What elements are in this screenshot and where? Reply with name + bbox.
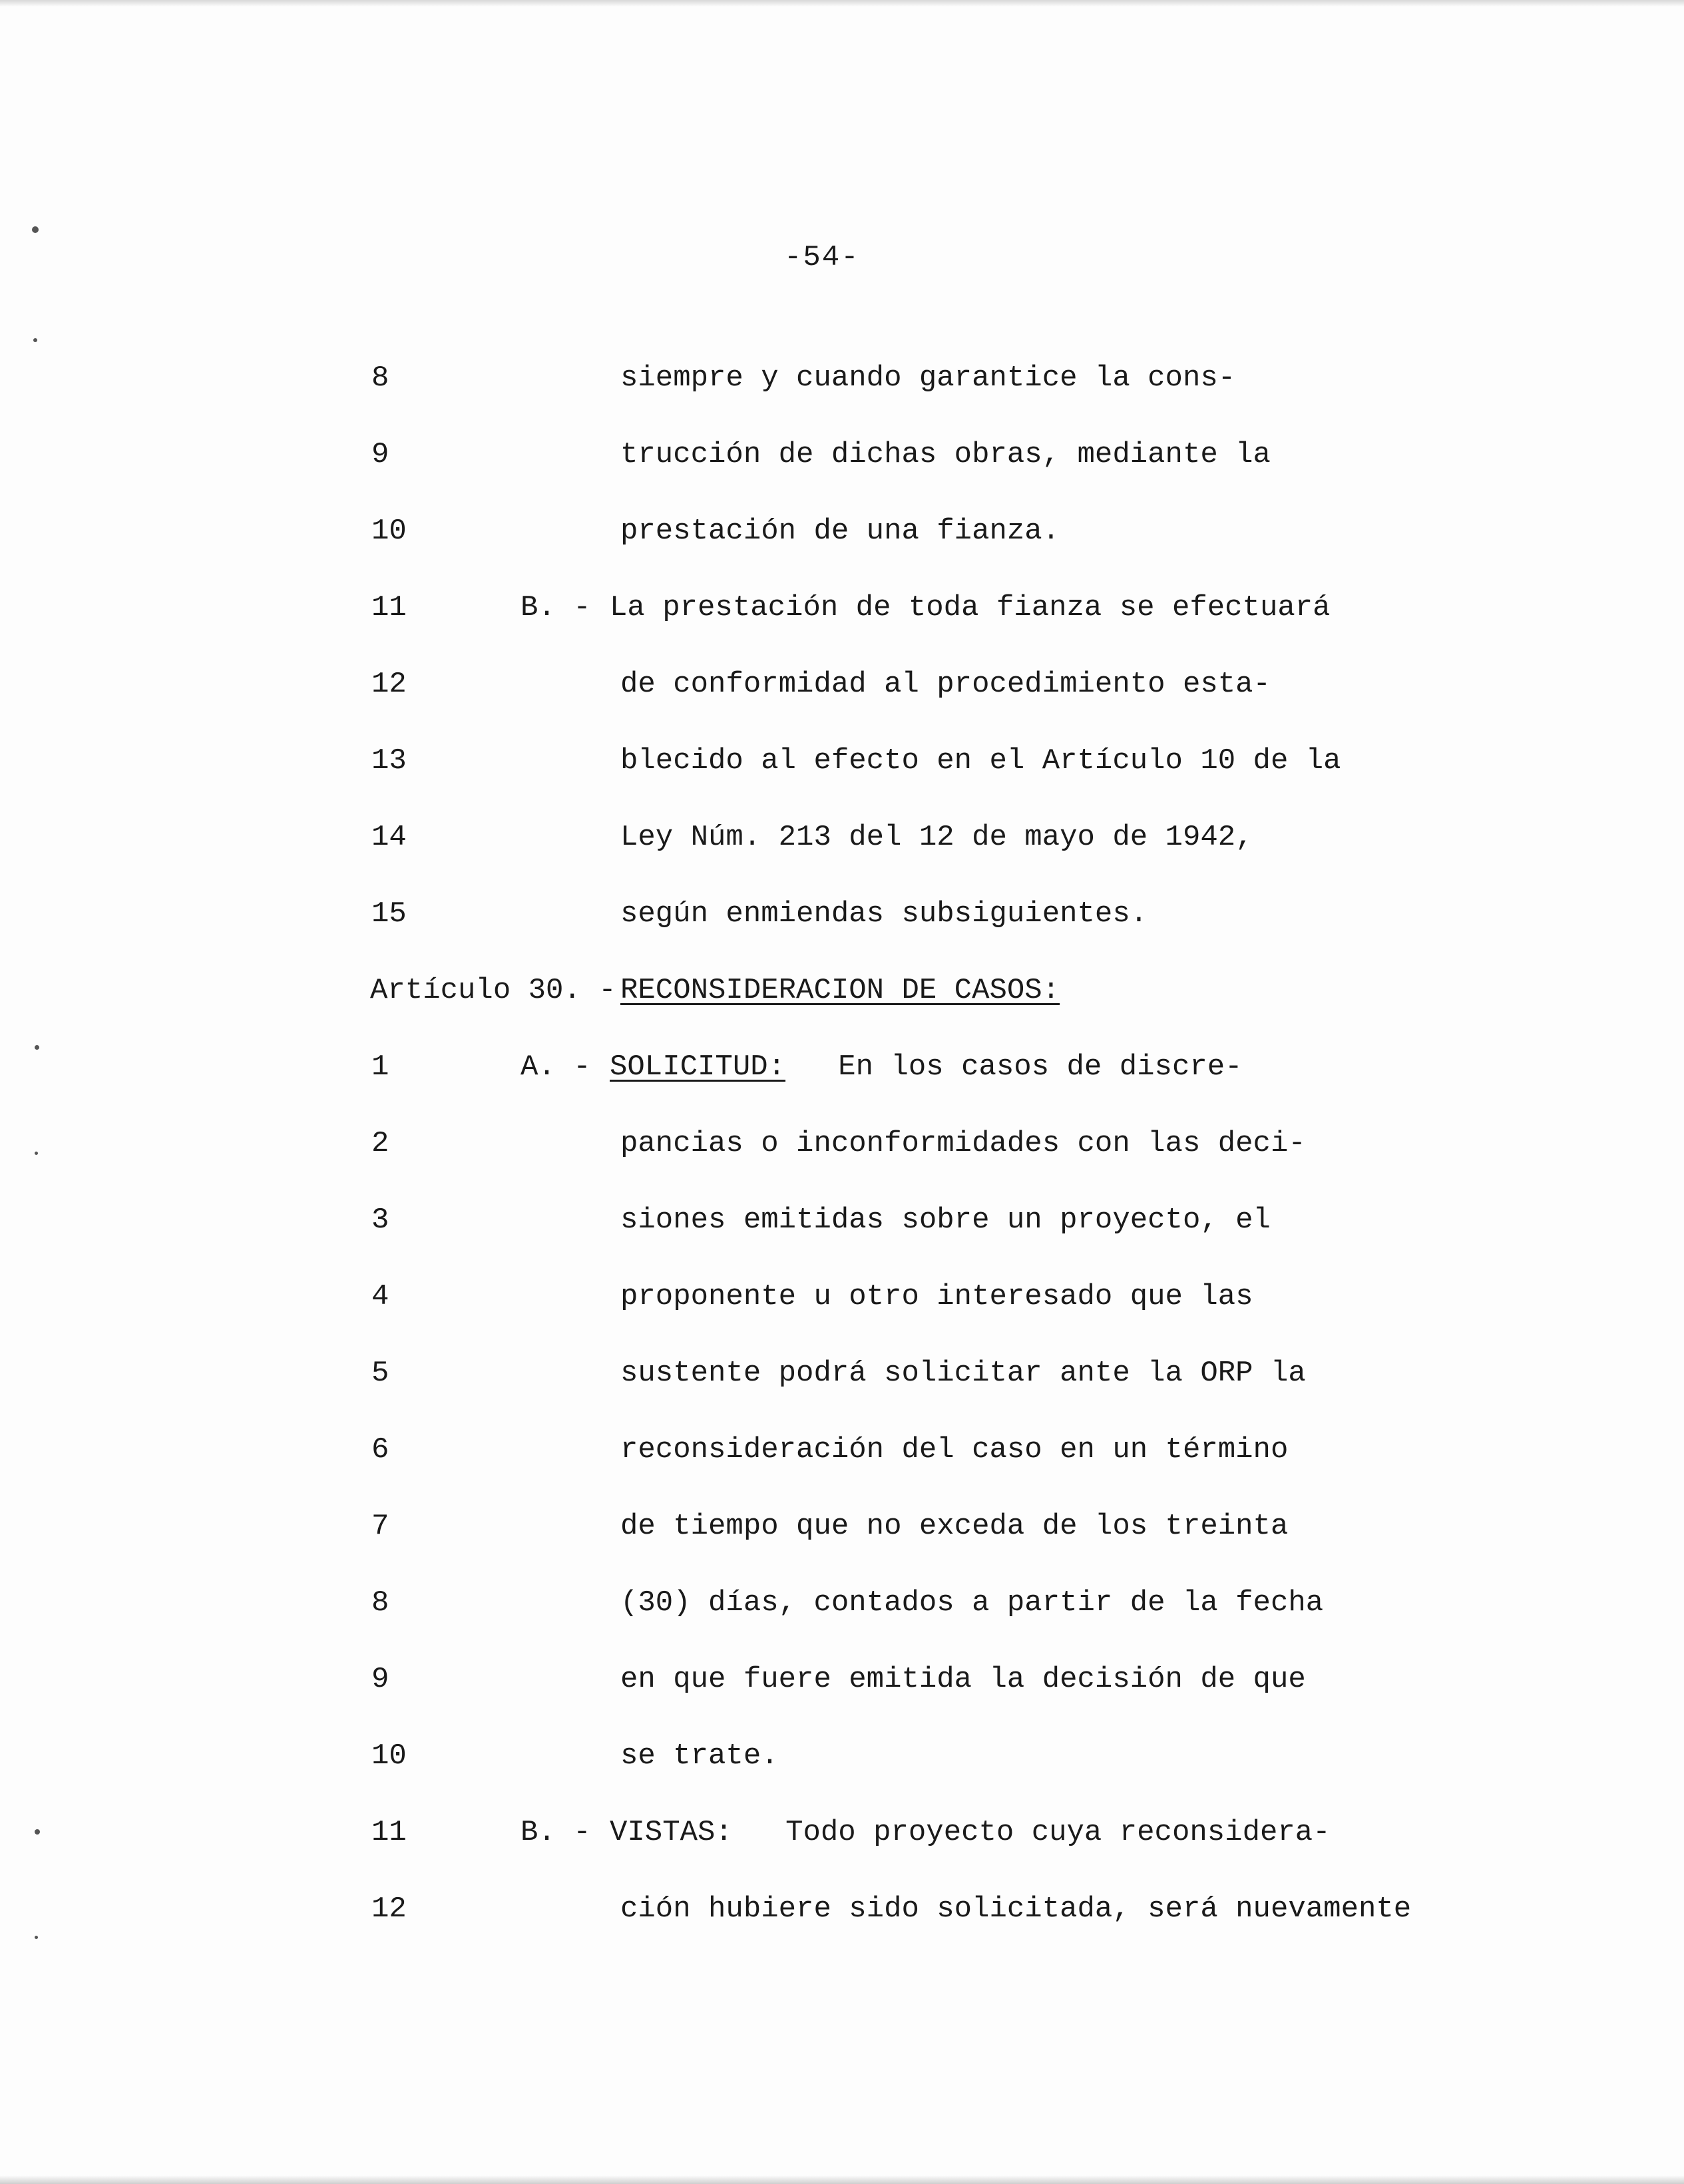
- line-number: 12: [371, 668, 407, 701]
- line-number: 13: [371, 744, 407, 777]
- text-line: [0, 1583, 1684, 1623]
- line-text: ción hubiere sido solicitada, será nuevamente: [620, 1892, 1412, 1926]
- line-number: 9: [371, 438, 389, 471]
- line-number: 1: [371, 1050, 389, 1084]
- text-line: [0, 511, 1684, 551]
- line-number: 11: [371, 1816, 407, 1849]
- section-marker: B. -: [521, 591, 591, 624]
- line-text: Ley Núm. 213 del 12 de mayo de 1942,: [620, 821, 1253, 854]
- text-line: [0, 1506, 1684, 1546]
- line-text: siones emitidas sobre un proyecto, el: [620, 1203, 1271, 1237]
- line-text: [610, 1047, 1243, 1087]
- line-text: de tiempo que no exceda de los treinta: [620, 1510, 1289, 1543]
- line-text: prestación de una fianza.: [620, 515, 1060, 548]
- section-marker: B. -: [521, 1816, 591, 1849]
- text-line: [0, 1736, 1684, 1776]
- line-number: 2: [371, 1127, 389, 1160]
- line-text: trucción de dichas obras, mediante la: [620, 438, 1271, 471]
- line-number: 8: [371, 361, 389, 395]
- text-line: [0, 894, 1684, 934]
- line-text: blecido al efecto en el Artículo 10 de la: [620, 744, 1341, 777]
- text-line: [0, 1124, 1684, 1164]
- line-number: 6: [371, 1433, 389, 1466]
- text-line: [0, 1353, 1684, 1393]
- line-number: 11: [371, 591, 407, 624]
- article-heading-line: [0, 971, 1684, 1010]
- scan-top-edge: [0, 0, 1684, 7]
- page-number: -54-: [784, 241, 860, 274]
- scan-bottom-edge: [0, 2175, 1684, 2184]
- text-line: [0, 1659, 1684, 1699]
- punch-mark: [32, 226, 39, 233]
- line-text: [610, 1813, 1331, 1853]
- text-line: [0, 741, 1684, 781]
- line-number: 12: [371, 1892, 407, 1926]
- line-text: (30) días, contados a partir de la fecha: [620, 1586, 1324, 1620]
- line-number: 8: [371, 1586, 389, 1620]
- line-number: 14: [371, 821, 407, 854]
- line-text: según enmiendas subsiguientes.: [620, 897, 1148, 931]
- text-line: [0, 1813, 1684, 1853]
- line-text: reconsideración del caso en un término: [620, 1433, 1289, 1466]
- line-number: 4: [371, 1280, 389, 1313]
- line-number: 9: [371, 1663, 389, 1696]
- line-text: sustente podrá solicitar ante la ORP la: [620, 1357, 1306, 1390]
- text-line: [0, 435, 1684, 475]
- text-line: [0, 817, 1684, 857]
- line-text: de conformidad al procedimiento esta-: [620, 668, 1271, 701]
- line-text: pancias o inconformidades con las deci-: [620, 1127, 1306, 1160]
- text-line: [0, 1200, 1684, 1240]
- article-label: Artículo 30. -: [370, 974, 616, 1007]
- line-number: 10: [371, 1739, 407, 1773]
- text-line: [0, 664, 1684, 704]
- text-line: [0, 1889, 1684, 1929]
- line-number: 3: [371, 1203, 389, 1237]
- line-text-rest: En los casos de discre-: [838, 1050, 1243, 1084]
- text-line: [0, 1047, 1684, 1087]
- section-heading: VISTAS:: [610, 1816, 733, 1849]
- text-line: [0, 588, 1684, 628]
- line-text: siempre y cuando garantice la cons-: [620, 361, 1236, 395]
- text-line: [0, 1430, 1684, 1470]
- line-number: 5: [371, 1357, 389, 1390]
- text-line: [0, 1277, 1684, 1317]
- line-number: 10: [371, 515, 407, 548]
- line-text: La prestación de toda fianza se efectuará: [610, 591, 1331, 624]
- section-marker: A. -: [521, 1050, 591, 1084]
- text-line: [0, 358, 1684, 398]
- line-number: 15: [371, 897, 407, 931]
- line-text: proponente u otro interesado que las: [620, 1280, 1253, 1313]
- line-text: en que fuere emitida la decisión de que: [620, 1663, 1306, 1696]
- line-text-rest: [803, 1050, 820, 1084]
- punch-mark: [35, 1936, 38, 1939]
- punch-mark: [33, 338, 37, 342]
- line-text-rest: [750, 1816, 767, 1849]
- line-text-rest: Todo proyecto cuya reconsidera-: [785, 1816, 1331, 1849]
- section-heading: SOLICITUD:: [610, 1050, 786, 1084]
- line-text: se trate.: [620, 1739, 779, 1773]
- line-number: 7: [371, 1510, 389, 1543]
- article-heading: RECONSIDERACION DE CASOS:: [620, 974, 1060, 1007]
